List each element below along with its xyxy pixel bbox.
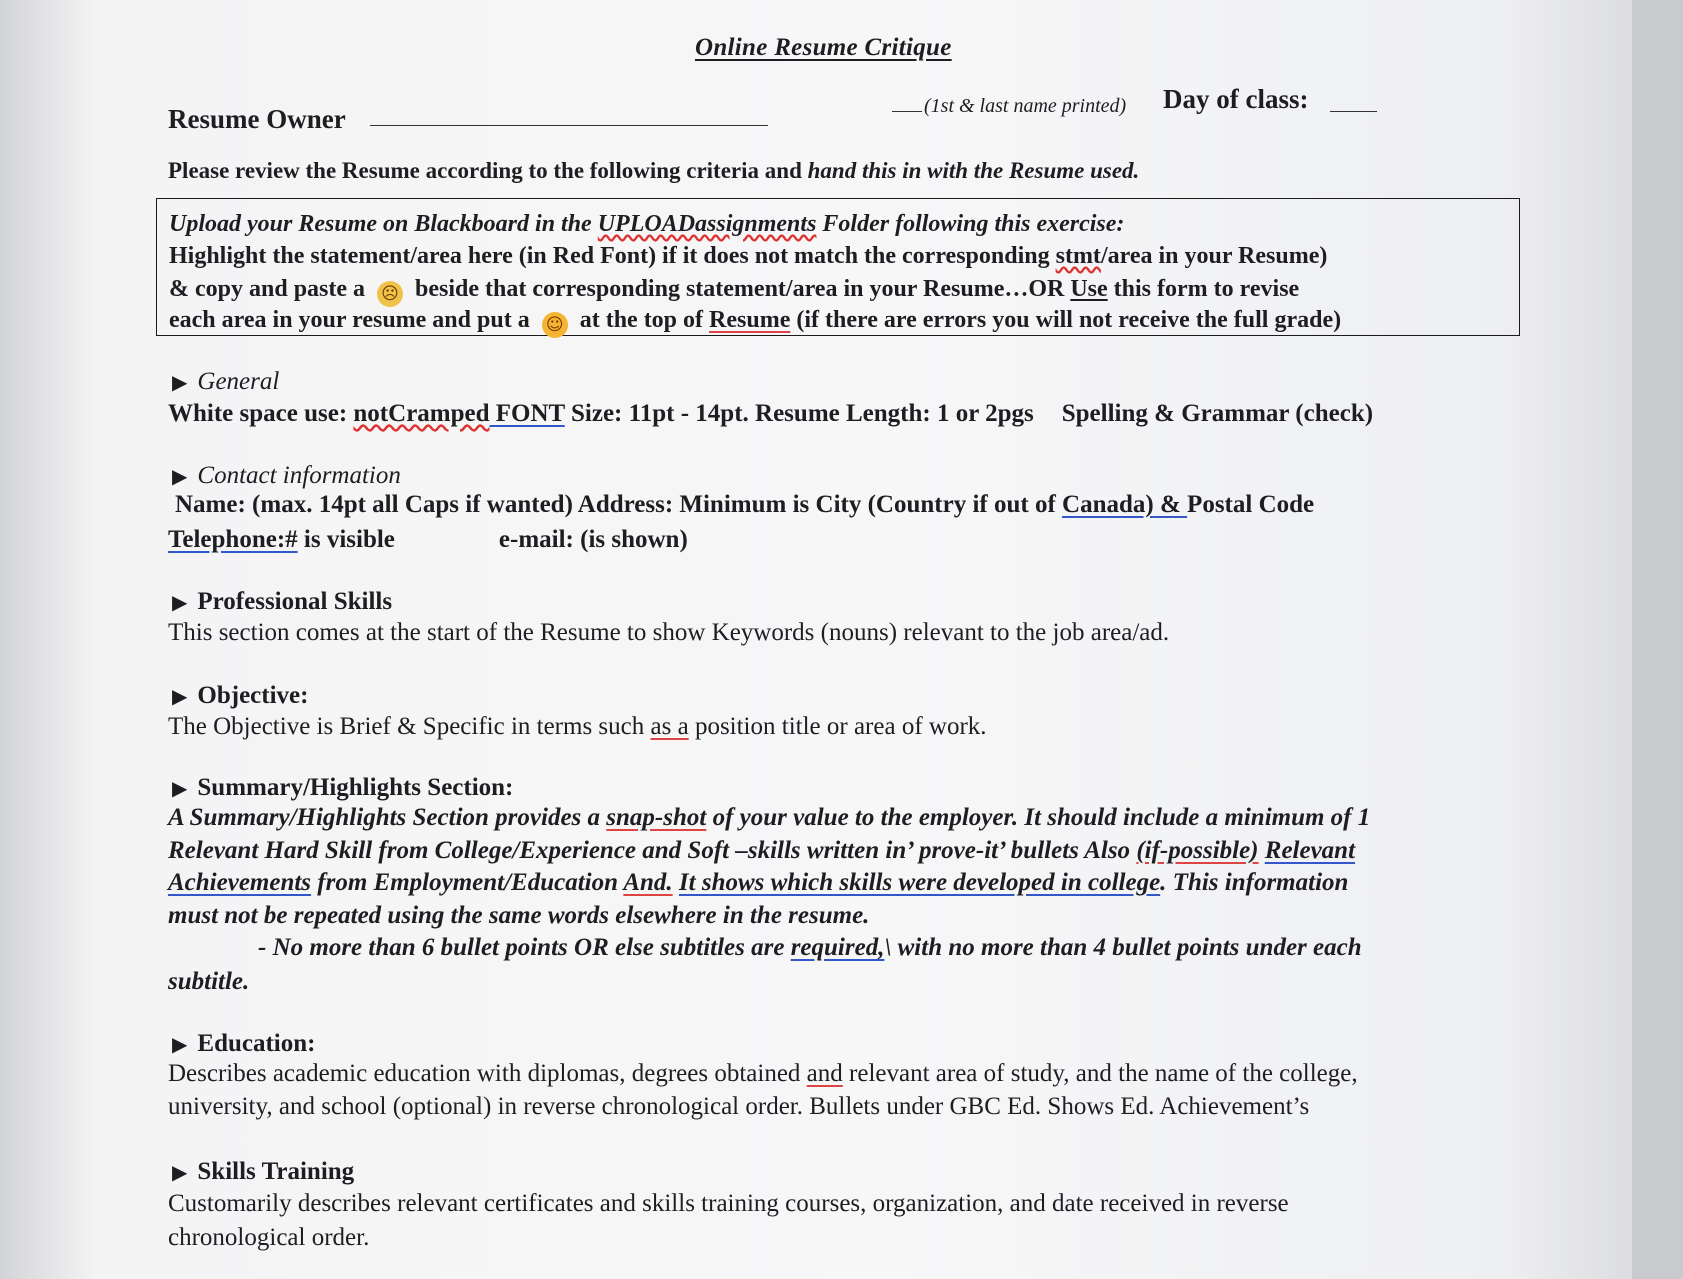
training-line-1: Customarily describes relevant certificates and skills training courses, organization, and date received in reverse bbox=[168, 1190, 1289, 1217]
section-summary-heading bbox=[172, 774, 513, 802]
section-general-title: General bbox=[197, 368, 280, 395]
box-l3c: Use bbox=[1070, 276, 1108, 302]
bullet-arrow-icon: ▶ bbox=[172, 370, 188, 394]
contact-l1a: Name: (max. 14pt all Caps if wanted) Address: Minimum is City (Country if out of bbox=[175, 491, 1063, 518]
summary-l2d: Relevant bbox=[1264, 837, 1356, 864]
general-l1d: Size: 11pt - 14pt. Resume Length: 1 or 2pgs bbox=[564, 400, 1034, 427]
name-hint-text: (1st & last name printed) bbox=[924, 95, 1127, 117]
sad-face-icon: ☹ bbox=[377, 281, 403, 307]
training-line-2: chronological order. bbox=[168, 1224, 370, 1251]
section-contact-title: Contact information bbox=[197, 462, 401, 489]
contact-l2c: e-mail: (is shown) bbox=[498, 526, 688, 553]
box-l4c: Resume bbox=[709, 307, 791, 333]
section-objective-title: Objective: bbox=[197, 682, 309, 709]
summary-l2a: Relevant Hard Skill from College/Experience and Soft –skills written in’ prove-it’ bullets Also bbox=[168, 837, 1137, 864]
box-l2a: Highlight the statement/area here (in Red Font) if it does not match the corresponding bbox=[169, 243, 1056, 269]
name-hint bbox=[892, 95, 1126, 118]
box-l3a: & copy and paste a bbox=[169, 276, 372, 302]
summary-line-5 bbox=[258, 934, 1362, 962]
bullet-arrow-icon: ▶ bbox=[172, 776, 188, 800]
summary-line-2 bbox=[168, 837, 1355, 865]
bullet-arrow-icon: ▶ bbox=[172, 464, 188, 488]
education-l1c: relevant area of study, and the name of the college, bbox=[842, 1060, 1358, 1087]
day-of-class-label: Day of class: bbox=[1163, 84, 1309, 114]
day-of-class-blank bbox=[1330, 111, 1377, 112]
general-l1a: White space use: bbox=[168, 400, 354, 427]
objective-l1b: as a bbox=[650, 713, 689, 740]
bullet-arrow-icon: ▶ bbox=[172, 1032, 188, 1056]
instruction-part-b: hand this in with the Resume used. bbox=[807, 158, 1140, 183]
contact-l2a: Telephone:# bbox=[168, 526, 298, 553]
summary-l3f: . This information bbox=[1160, 869, 1349, 896]
general-l1c: FONT bbox=[489, 400, 565, 427]
summary-line-6: subtitle. bbox=[168, 968, 250, 995]
box-l1c: Folder following this exercise: bbox=[816, 211, 1125, 237]
bullet-arrow-icon: ▶ bbox=[172, 590, 188, 614]
section-summary-title: Summary/Highlights Section: bbox=[197, 774, 514, 801]
general-line-1 bbox=[168, 400, 1373, 428]
section-skills-heading bbox=[172, 588, 392, 616]
education-l1b: and bbox=[806, 1060, 843, 1087]
section-general-heading bbox=[172, 368, 279, 396]
section-skills-title: Professional Skills bbox=[197, 588, 393, 615]
contact-line-2 bbox=[168, 526, 688, 554]
contact-l1b: Canada) bbox=[1062, 491, 1154, 518]
summary-l3e: It shows which skills were developed in college bbox=[678, 869, 1161, 896]
summary-l3c: And. bbox=[623, 869, 673, 896]
bullet-arrow-icon: ▶ bbox=[172, 1160, 188, 1184]
owner-name-blank bbox=[370, 125, 768, 126]
box-l1a: Upload your Resume on Blackboard in the bbox=[169, 211, 598, 237]
summary-l3a: Achievements bbox=[168, 869, 312, 896]
education-line-1 bbox=[168, 1060, 1358, 1088]
summary-l2b: (if-possible) bbox=[1136, 837, 1259, 864]
box-l2b: stmt bbox=[1055, 243, 1101, 269]
section-contact-heading bbox=[172, 462, 401, 490]
instruction-part-a: Please review the Resume according to the following criteria and bbox=[168, 158, 808, 183]
general-l1e: Spelling & Grammar (check) bbox=[1061, 400, 1374, 427]
upload-instructions-box bbox=[156, 198, 1520, 336]
section-training-heading bbox=[172, 1158, 354, 1186]
page-title: Online Resume Critique bbox=[695, 34, 952, 61]
section-objective-heading bbox=[172, 682, 308, 710]
objective-line-1 bbox=[168, 713, 987, 741]
box-line-4 bbox=[169, 307, 1341, 338]
box-line-2 bbox=[169, 243, 1327, 270]
summary-l5a: - No more than 6 bullet points OR else subtitles are bbox=[258, 934, 791, 961]
education-l1a: Describes academic education with diplomas, degrees obtained bbox=[168, 1060, 807, 1087]
summary-l1b: snap-shot bbox=[606, 804, 707, 831]
smiley-face-icon: ☺ bbox=[542, 312, 568, 338]
skills-line-1: This section comes at the start of the Resume to show Keywords (nouns) relevant to the job area/ad. bbox=[168, 619, 1170, 646]
box-l4b: at the top of bbox=[573, 307, 710, 333]
box-line-3 bbox=[169, 276, 1299, 307]
section-education-title: Education: bbox=[197, 1030, 316, 1057]
objective-l1a: The Objective is Brief & Specific in terms such bbox=[168, 713, 651, 740]
box-l4a: each area in your resume and put a bbox=[169, 307, 536, 333]
summary-line-1 bbox=[168, 804, 1370, 832]
general-l1b: notCramped bbox=[353, 400, 490, 427]
summary-line-4: must not be repeated using the same words elsewhere in the resume. bbox=[168, 902, 870, 929]
summary-l1a: A Summary/Highlights Section provides a bbox=[168, 804, 607, 831]
box-l3b: beside that corresponding statement/area in your Resume…OR bbox=[409, 276, 1071, 302]
education-line-2: university, and school (optional) in reverse chronological order. Bullets under GBC Ed. Shows Ed. Achievement’s bbox=[168, 1093, 1310, 1120]
bullet-arrow-icon: ▶ bbox=[172, 684, 188, 708]
contact-l2b: is visible bbox=[297, 526, 395, 553]
box-line-1 bbox=[169, 211, 1124, 238]
box-l1b: UPLOADassignments bbox=[597, 211, 817, 237]
owner-label: Resume Owner bbox=[168, 104, 346, 134]
contact-line-1 bbox=[175, 491, 1314, 519]
instruction-text bbox=[168, 158, 1139, 184]
box-l4d: (if there are errors you will not receive the full grade) bbox=[790, 307, 1342, 333]
name-hint-blank bbox=[892, 111, 922, 112]
objective-l1c: position title or area of work. bbox=[688, 713, 987, 740]
contact-l1d: Postal Code bbox=[1187, 491, 1315, 518]
summary-line-3 bbox=[168, 869, 1348, 897]
box-l2c: /area in your Resume) bbox=[1100, 243, 1328, 269]
summary-l3b: from Employment/Education bbox=[311, 869, 624, 896]
summary-l5c: \ with no more than 4 bullet points under each bbox=[884, 934, 1362, 961]
section-education-heading bbox=[172, 1030, 315, 1058]
section-training-title: Skills Training bbox=[197, 1158, 355, 1185]
summary-l1c: of your value to the employer. It should include a minimum of 1 bbox=[706, 804, 1371, 831]
summary-l5b: required, bbox=[790, 934, 885, 961]
box-l3d: this form to revise bbox=[1107, 276, 1300, 302]
contact-l1c: & bbox=[1153, 491, 1188, 518]
